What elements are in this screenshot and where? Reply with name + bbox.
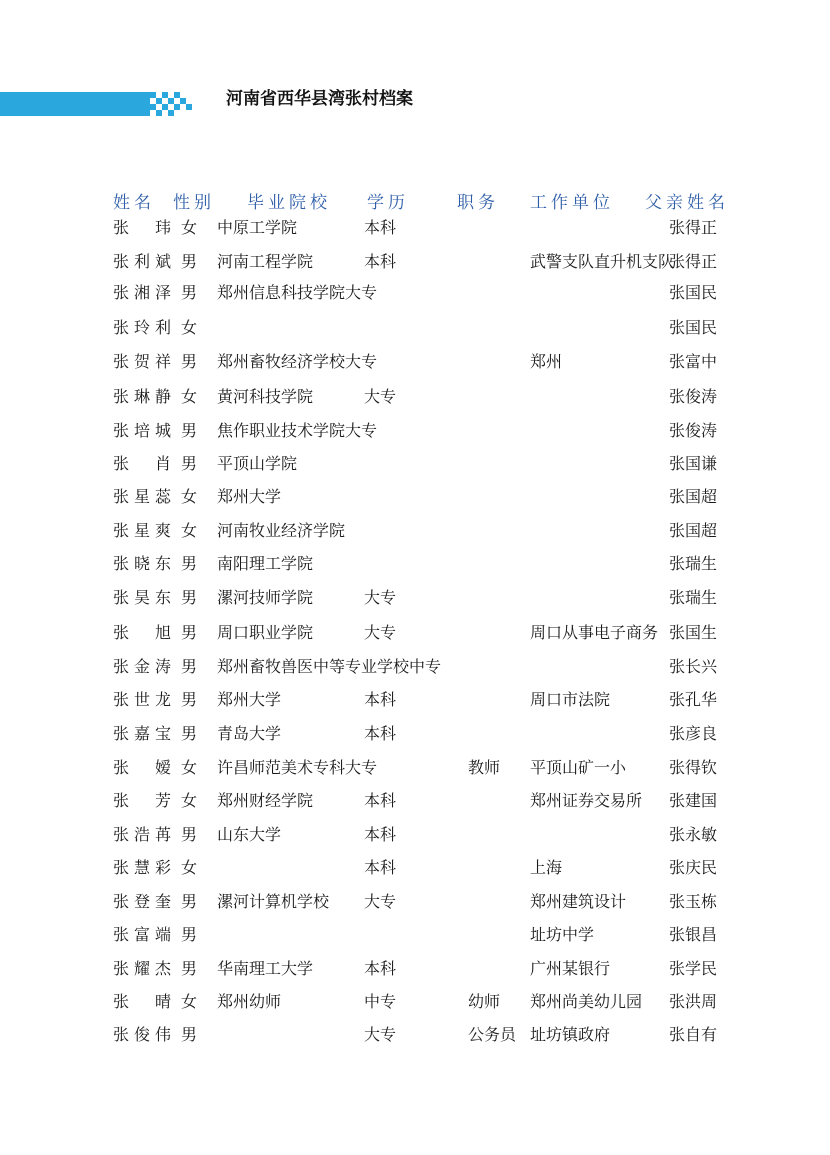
table-row xyxy=(0,485,830,509)
cell-father: 张彦良 xyxy=(669,724,718,743)
cell-school: 郑州畜牧经济学校大专 xyxy=(217,352,378,371)
cell-gender: 男 xyxy=(181,825,198,844)
cell-name: 张星蕊 xyxy=(113,487,177,506)
cell-father: 张国超 xyxy=(669,521,718,540)
cell-gender: 男 xyxy=(181,454,198,473)
cell-gender: 男 xyxy=(181,283,198,302)
table-row xyxy=(0,452,830,476)
cell-name: 张浩苒 xyxy=(113,825,177,844)
cell-father: 张国超 xyxy=(669,487,718,506)
table-row xyxy=(0,856,830,880)
cell-school: 郑州大学 xyxy=(217,487,282,506)
cell-father: 张玉栋 xyxy=(669,892,718,911)
cell-gender: 女 xyxy=(181,521,198,540)
table-row xyxy=(0,789,830,813)
cell-degree: 中专 xyxy=(364,992,397,1011)
cell-father: 张永敏 xyxy=(669,825,718,844)
cell-gender: 男 xyxy=(181,252,198,271)
cell-workplace: 上海 xyxy=(530,858,563,877)
cell-school: 郑州大学 xyxy=(217,690,282,709)
cell-position: 公务员 xyxy=(468,1025,517,1044)
cell-school: 平顶山学院 xyxy=(217,454,298,473)
cell-gender: 女 xyxy=(181,218,198,237)
cell-workplace: 周口市法院 xyxy=(530,690,611,709)
cell-name: 张 旭 xyxy=(113,623,177,642)
cell-school: 青岛大学 xyxy=(217,724,282,743)
cell-workplace: 周口从事电子商务 xyxy=(530,623,659,642)
cell-father: 张庆民 xyxy=(669,858,718,877)
cell-name: 张世龙 xyxy=(113,690,177,709)
cell-position: 教师 xyxy=(468,758,501,777)
cell-name: 张 芳 xyxy=(113,791,177,810)
cell-position: 幼师 xyxy=(468,992,501,1011)
cell-father: 张瑞生 xyxy=(669,588,718,607)
cell-gender: 男 xyxy=(181,554,198,573)
table-row xyxy=(0,756,830,780)
cell-father: 张学民 xyxy=(669,959,718,978)
cell-father: 张得正 xyxy=(669,252,718,271)
header-name: 姓名 xyxy=(113,193,155,213)
header-workplace: 工作单位 xyxy=(530,193,614,213)
cell-workplace: 郑州 xyxy=(530,352,563,371)
cell-school: 华南理工大学 xyxy=(217,959,314,978)
cell-name: 张登奎 xyxy=(113,892,177,911)
cell-gender: 男 xyxy=(181,588,198,607)
table-row xyxy=(0,655,830,679)
cell-degree: 本科 xyxy=(364,825,397,844)
cell-gender: 女 xyxy=(181,318,198,337)
cell-name: 张晓东 xyxy=(113,554,177,573)
table-row xyxy=(0,216,830,240)
cell-degree: 大专 xyxy=(364,1025,397,1044)
cell-school: 漯河技师学院 xyxy=(217,588,314,607)
cell-father: 张俊涛 xyxy=(669,387,718,406)
cell-degree: 本科 xyxy=(364,791,397,810)
cell-gender: 男 xyxy=(181,724,198,743)
cell-gender: 男 xyxy=(181,690,198,709)
cell-gender: 男 xyxy=(181,959,198,978)
table-row xyxy=(0,385,830,409)
cell-father: 张俊涛 xyxy=(669,421,718,440)
cell-school: 南阳理工学院 xyxy=(217,554,314,573)
cell-school: 焦作职业技术学院大专 xyxy=(217,421,378,440)
cell-father: 张瑞生 xyxy=(669,554,718,573)
cell-father: 张银昌 xyxy=(669,925,718,944)
table-row xyxy=(0,923,830,947)
table-row xyxy=(0,621,830,645)
cell-name: 张 晴 xyxy=(113,992,177,1011)
table-row xyxy=(0,957,830,981)
cell-name: 张耀杰 xyxy=(113,959,177,978)
cell-name: 张嘉宝 xyxy=(113,724,177,743)
cell-school: 郑州畜牧兽医中等专业学校中专 xyxy=(217,657,442,676)
cell-father: 张自有 xyxy=(669,1025,718,1044)
cell-father: 张洪周 xyxy=(669,992,718,1011)
cell-degree: 本科 xyxy=(364,690,397,709)
cell-name: 张 玮 xyxy=(113,218,177,237)
cell-school: 河南工程学院 xyxy=(217,252,314,271)
table-row xyxy=(0,419,830,443)
table-row xyxy=(0,552,830,576)
cell-name: 张俊伟 xyxy=(113,1025,177,1044)
cell-name: 张 嫒 xyxy=(113,758,177,777)
cell-workplace: 址坊中学 xyxy=(530,925,595,944)
table-row xyxy=(0,519,830,543)
page-title: 河南省西华县湾张村档案 xyxy=(226,89,413,109)
cell-school: 郑州幼师 xyxy=(217,992,282,1011)
table-row xyxy=(0,281,830,305)
cell-school: 周口职业学院 xyxy=(217,623,314,642)
header-father: 父亲姓名 xyxy=(645,193,729,213)
table-row xyxy=(0,1023,830,1047)
cell-name: 张金涛 xyxy=(113,657,177,676)
cell-degree: 大专 xyxy=(364,892,397,911)
cell-name: 张慧彩 xyxy=(113,858,177,877)
cell-name: 张琳静 xyxy=(113,387,177,406)
header-degree: 学历 xyxy=(367,193,409,213)
cell-name: 张富端 xyxy=(113,925,177,944)
pixel-square xyxy=(156,110,162,116)
cell-gender: 男 xyxy=(181,657,198,676)
cell-degree: 本科 xyxy=(364,252,397,271)
cell-school: 中原工学院 xyxy=(217,218,298,237)
cell-workplace: 郑州建筑设计 xyxy=(530,892,627,911)
pixel-square xyxy=(186,104,192,110)
pixel-square xyxy=(174,104,180,110)
cell-gender: 女 xyxy=(181,791,198,810)
cell-name: 张利斌 xyxy=(113,252,177,271)
cell-gender: 女 xyxy=(181,387,198,406)
cell-gender: 男 xyxy=(181,925,198,944)
cell-workplace: 武警支队直升机支队 xyxy=(530,252,675,271)
cell-school: 漯河计算机学校 xyxy=(217,892,330,911)
cell-workplace: 址坊镇政府 xyxy=(530,1025,611,1044)
cell-degree: 本科 xyxy=(364,858,397,877)
table-row xyxy=(0,990,830,1014)
cell-gender: 男 xyxy=(181,892,198,911)
cell-school: 郑州财经学院 xyxy=(217,791,314,810)
cell-school: 黄河科技学院 xyxy=(217,387,314,406)
cell-father: 张长兴 xyxy=(669,657,718,676)
table-row xyxy=(0,722,830,746)
table-row xyxy=(0,250,830,274)
cell-father: 张得钦 xyxy=(669,758,718,777)
header-school: 毕业院校 xyxy=(247,193,331,213)
cell-name: 张星爽 xyxy=(113,521,177,540)
cell-father: 张国民 xyxy=(669,318,718,337)
cell-name: 张培城 xyxy=(113,421,177,440)
cell-name: 张 肖 xyxy=(113,454,177,473)
cell-degree: 大专 xyxy=(364,588,397,607)
cell-gender: 女 xyxy=(181,992,198,1011)
cell-gender: 男 xyxy=(181,421,198,440)
cell-name: 张贺祥 xyxy=(113,352,177,371)
cell-gender: 男 xyxy=(181,623,198,642)
pixel-square xyxy=(168,110,174,116)
cell-gender: 女 xyxy=(181,758,198,777)
cell-gender: 男 xyxy=(181,1025,198,1044)
cell-degree: 本科 xyxy=(364,724,397,743)
cell-workplace: 郑州证券交易所 xyxy=(530,791,643,810)
cell-degree: 本科 xyxy=(364,959,397,978)
cell-father: 张建国 xyxy=(669,791,718,810)
cell-father: 张国民 xyxy=(669,283,718,302)
table-row xyxy=(0,890,830,914)
cell-school: 郑州信息科技学院大专 xyxy=(217,283,378,302)
table-row xyxy=(0,586,830,610)
cell-father: 张孔华 xyxy=(669,690,718,709)
cell-name: 张昊东 xyxy=(113,588,177,607)
cell-father: 张国生 xyxy=(669,623,718,642)
cell-father: 张得正 xyxy=(669,218,718,237)
cell-father: 张富中 xyxy=(669,352,718,371)
cell-father: 张国谦 xyxy=(669,454,718,473)
cell-name: 张玲利 xyxy=(113,318,177,337)
cell-degree: 大专 xyxy=(364,387,397,406)
table-row xyxy=(0,316,830,340)
cell-workplace: 广州某银行 xyxy=(530,959,611,978)
cell-name: 张湘泽 xyxy=(113,283,177,302)
cell-degree: 大专 xyxy=(364,623,397,642)
cell-degree: 本科 xyxy=(364,218,397,237)
table-row xyxy=(0,350,830,374)
cell-workplace: 平顶山矿一小 xyxy=(530,758,627,777)
table-row xyxy=(0,823,830,847)
cell-school: 许昌师范美术专科大专 xyxy=(217,758,378,777)
table-row xyxy=(0,688,830,712)
cell-gender: 男 xyxy=(181,352,198,371)
cell-school: 河南牧业经济学院 xyxy=(217,521,346,540)
cell-gender: 女 xyxy=(181,858,198,877)
cell-workplace: 郑州尚美幼儿园 xyxy=(530,992,643,1011)
header-position: 职务 xyxy=(457,193,499,213)
header-gender: 性别 xyxy=(173,193,215,213)
cell-school: 山东大学 xyxy=(217,825,282,844)
blue-bar xyxy=(0,92,150,116)
cell-gender: 女 xyxy=(181,487,198,506)
